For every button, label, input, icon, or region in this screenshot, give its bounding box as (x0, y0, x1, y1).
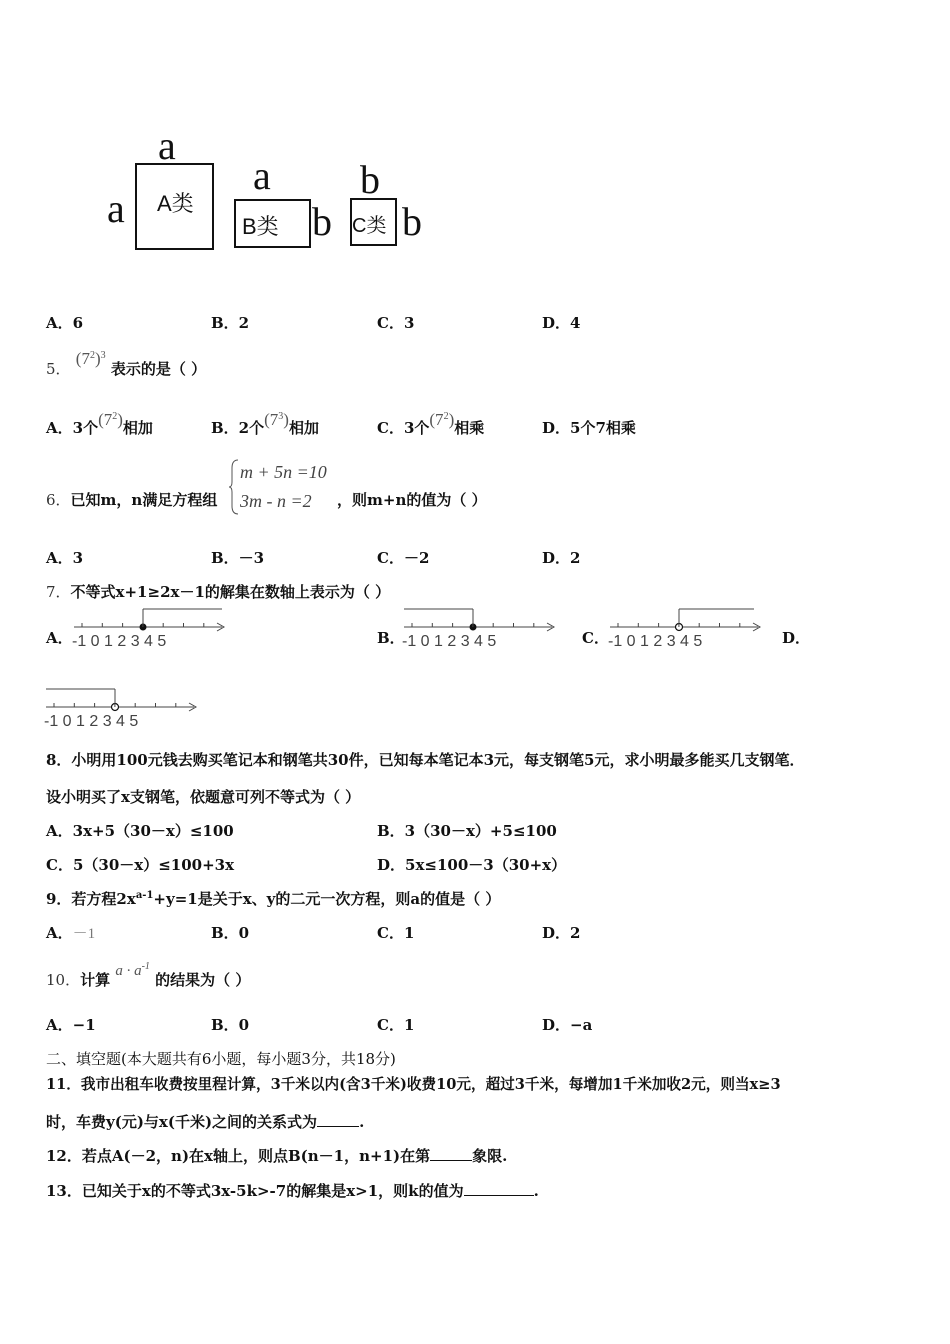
q4-option-c[interactable]: C．3 (377, 314, 415, 332)
q6-option-a[interactable]: A．3 (46, 549, 84, 567)
q5-option-b[interactable]: B．2个$(7^3)$相加 (211, 410, 319, 437)
q6-equation-1: m + 5n =10 (240, 462, 327, 482)
q12-answer-blank[interactable] (430, 1160, 472, 1161)
q6-brace (228, 458, 240, 516)
q5-option-a[interactable]: A．3个$(7^2)$相加 (46, 410, 153, 437)
q12-stem: 12．若点A(－2，n)在x轴上，则点B(n－1，n+1)在第 象限. (46, 1147, 508, 1165)
q5-text: 表示的是（ ） (110, 360, 207, 378)
q4-option-a[interactable]: A．6 (46, 314, 84, 332)
q13-stem: 13．已知关于x的不等式3x-5k>-7的解集是x>1，则k的值为 . (46, 1182, 539, 1200)
q8-stem-line2: 设小明买了x支钢笔，依题意可列不等式为（ ） (46, 788, 361, 806)
q5-option-c[interactable]: C．3个$(7^2)$相乘 (377, 410, 485, 437)
label-top-b: b (360, 157, 380, 202)
q10-option-c[interactable]: C．1 (377, 1016, 415, 1034)
q7-option-b[interactable]: B． (377, 629, 405, 647)
q6-stem-post: ，则m+n的值为（ ） (337, 491, 487, 509)
q5-option-d[interactable]: D．5个7相乘 (542, 419, 636, 437)
q6-option-c[interactable]: C．－2 (377, 549, 430, 567)
q5-number: 5． (46, 360, 71, 378)
section-2-heading: 二、填空题(本大题共有6小题，每小题3分，共18分) (46, 1050, 396, 1068)
q8-stem-line1: 8．小明用100元钱去购买笔记本和钢笔共30件，已知每本笔记本3元，每支钢笔5元，求小明最多能买几支钢笔． (46, 751, 805, 769)
q5-expression: $(7^2)^3$ (75, 349, 106, 368)
q9-stem: 9．若方程$2x^{a-1}+y=1$是关于x、y的二元一次方程，则a的值是（ ） (46, 890, 501, 908)
q6-number: 6． (46, 491, 71, 509)
q7-option-c[interactable]: C． (582, 629, 609, 647)
square-c-class (350, 198, 397, 246)
q11-stem-line2: 时，车费y(元)与x(千米)之间的关系式为 . (46, 1113, 365, 1131)
number-line-ticks: -1 0 1 2 3 4 5 (608, 633, 703, 650)
q9-option-a[interactable]: A．－1 (46, 924, 96, 942)
q4-option-b[interactable]: B．2 (211, 314, 250, 332)
q8-option-a[interactable]: A．3x+5（30－x）≤100 (46, 822, 234, 840)
q4-option-d[interactable]: D．4 (542, 314, 581, 332)
q6-option-b[interactable]: B．－3 (211, 549, 265, 567)
a-class-label: A类 (157, 191, 194, 216)
q10-number: 10． (46, 971, 81, 989)
label-top-a: a (158, 123, 176, 168)
q10-expression: $a \cdot a^{-1}$ (115, 961, 150, 979)
q11-answer-blank[interactable] (317, 1126, 359, 1127)
q11-stem-line1: 11．我市出租车收费按里程计算，3千米以内(含3千米)收费10元，超过3千米，每增加1千米加收2元，则当x≥3 (46, 1076, 781, 1093)
label-c-right: b (402, 199, 422, 244)
q7-option-a[interactable]: A． (46, 629, 73, 647)
label-mid-a: a (253, 153, 271, 198)
rect-b-class (234, 199, 311, 248)
q10-option-b[interactable]: B．0 (211, 1016, 250, 1034)
label-b-right: b (312, 199, 332, 244)
q5-stem (46, 349, 207, 379)
q10-stem: 10．计算 $a \cdot a^{-1}$ 的结果为（ ） (46, 961, 251, 989)
q9-option-d[interactable]: D．2 (542, 924, 581, 942)
q8-option-c[interactable]: C．5（30－x）≤100+3x (46, 856, 235, 874)
number-line-ticks: -1 0 1 2 3 4 5 (44, 713, 139, 730)
q13-answer-blank[interactable] (464, 1195, 534, 1196)
q7-number-line-b[interactable] (402, 606, 558, 650)
q8-option-b[interactable]: B．3（30－x）+5≤100 (377, 822, 557, 840)
square-a-class (135, 163, 214, 250)
q7-number-line-a[interactable] (72, 606, 228, 650)
q10-option-a[interactable]: A．−1 (46, 1016, 96, 1034)
c-class-label: C类 (352, 215, 387, 237)
q10-option-d[interactable]: D．−a (542, 1016, 593, 1034)
q7-option-d[interactable]: D． (782, 629, 811, 647)
q7-stem: 7．不等式x+1≥2x－1的解集在数轴上表示为（ ） (46, 583, 391, 601)
b-class-label: B类 (242, 214, 279, 239)
number-line-ticks: -1 0 1 2 3 4 5 (402, 633, 497, 650)
q6-stem-pre: 6．已知m，n满足方程组 (46, 491, 218, 509)
q9-option-c[interactable]: C．1 (377, 924, 415, 942)
label-left-a: a (107, 186, 125, 231)
number-line-ticks: -1 0 1 2 3 4 5 (72, 633, 167, 650)
q8-option-d[interactable]: D．5x≤100－3（30+x） (377, 856, 567, 874)
q6-option-d[interactable]: D．2 (542, 549, 581, 567)
q9-option-b[interactable]: B．0 (211, 924, 250, 942)
q6-equation-2: 3m - n =2 (240, 491, 312, 511)
q7-number-line-c[interactable] (608, 606, 764, 650)
q7-number: 7． (46, 583, 71, 601)
q7-number-line-d[interactable] (44, 686, 200, 730)
